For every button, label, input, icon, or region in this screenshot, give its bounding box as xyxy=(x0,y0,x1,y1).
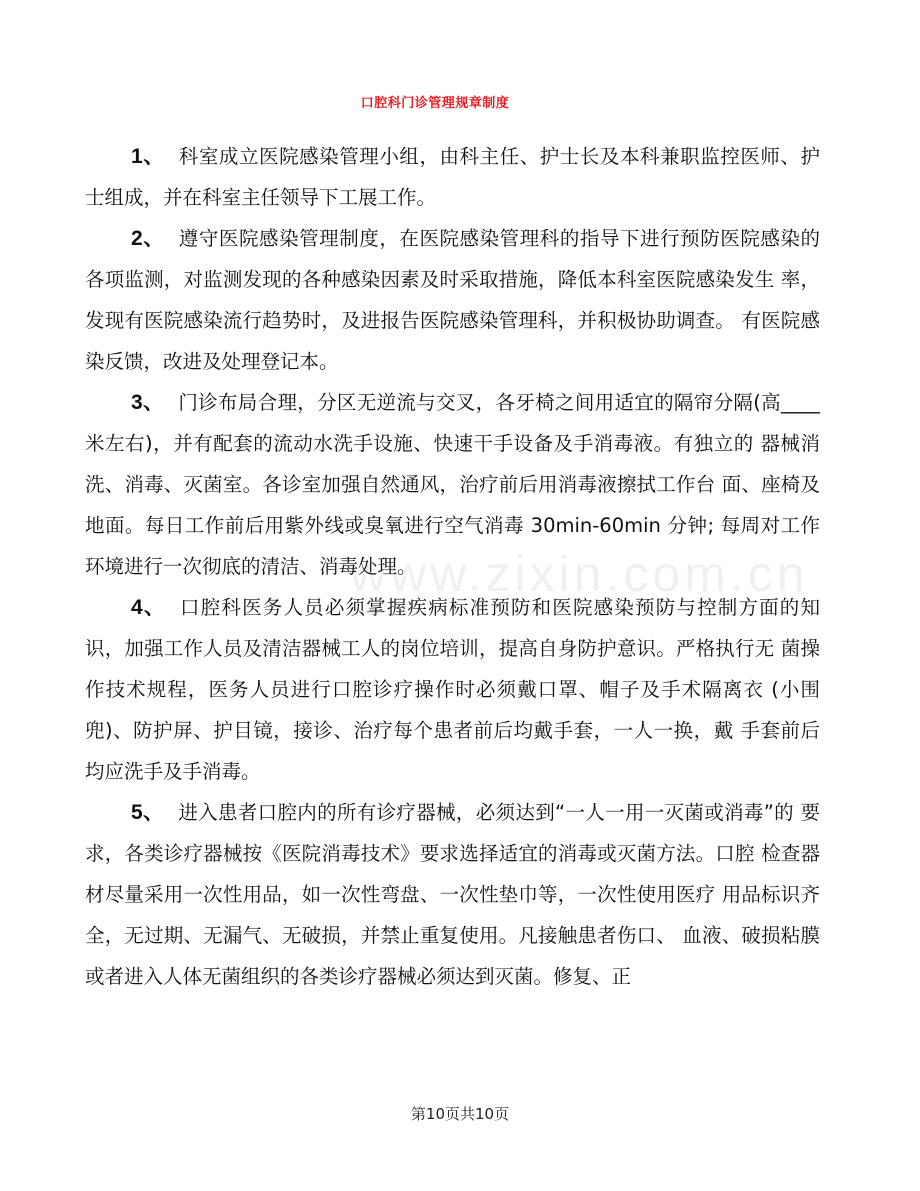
paragraph-1 xyxy=(85,136,820,218)
paragraph-number: 3、 xyxy=(131,391,165,414)
paragraph-text: 进入患者口腔内的所有诊疗器械，必须达到“一人一用一灭菌或消毒”的 要求，各类诊疗器械按《医院消毒技术》要求选择适宜的消毒或灭菌方法。口腔 检查器材尽量采用一次性用品，如一次性弯盘、一次性垫巾等，一次性使用医疗 用品标识齐全，无过期、无漏气、无破损，并禁止重复使用。凡接触患者伤口、 血液、破损粘膜或者进入人体无菌组织的各类诊疗器械必须达到灭菌。修复、正 xyxy=(85,801,821,988)
watermark: www.zixin.com.cn xyxy=(350,546,809,602)
paragraph-text: 口腔科医务人员必须掌握疾病标准预防和医院感染预防与控制方面的知 识，加强工作人员及清洁器械工人的岗位培训，提高自身防护意识。严格执行无 菌操作技术规程，医务人员进行口腔诊疗操作时必须戴口罩、帽子及手术隔离衣 (小围兜)、防护屏、护目镜，接诊、治疗每个患者前后均戴手套，一人一换，戴 手套前后均应洗手及手消毒。 xyxy=(85,596,820,783)
paragraph-text: 门诊布局合理，分区无逆流与交叉，各牙椅之间用适宜的隔帘分隔(高____米左右)，并有配套的流动水洗手设施、快速干手设备及手消毒液。有独立的 器械消洗、消毒、灭菌室。各诊室加强自然通风，治疗前后用消毒液擦拭工作台 面、座椅及地面。每日工作前后用紫外线或臭氧进行空气消毒 30min-60min 分钟; 每周对工作环境进行一次彻底的清洁、消毒处理。 xyxy=(85,391,820,578)
paragraph-number: 1、 xyxy=(131,145,165,168)
paragraph-number: 2、 xyxy=(131,227,165,250)
paragraph-text: 遵守医院感染管理制度，在医院感染管理科的指导下进行预防医院感染的 各项监测，对监测发现的各种感染因素及时采取措施，降低本科室医院感染发生 率，发现有医院感染流行趋势时，及进报告医院感染管理科，并积极协助调查。 有医院感染反馈，改进及处理登记本。 xyxy=(85,227,820,373)
paragraph-number: 4、 xyxy=(131,596,167,619)
paragraph-5 xyxy=(85,792,820,997)
document-title: 口腔科门诊管理规章制度 xyxy=(360,96,510,111)
paragraph-number: 5、 xyxy=(131,801,165,824)
page-number-footer: 第10页共10页 xyxy=(410,1105,510,1123)
paragraph-text: 科室成立医院感染管理小组，由科主任、护士长及本科兼职监控医师、护 士组成，并在科室主任领导下工展工作。 xyxy=(85,145,820,209)
paragraph-3 xyxy=(85,382,820,587)
paragraph-2 xyxy=(85,218,820,382)
paragraph-4 xyxy=(85,587,820,792)
document-body xyxy=(85,136,820,997)
